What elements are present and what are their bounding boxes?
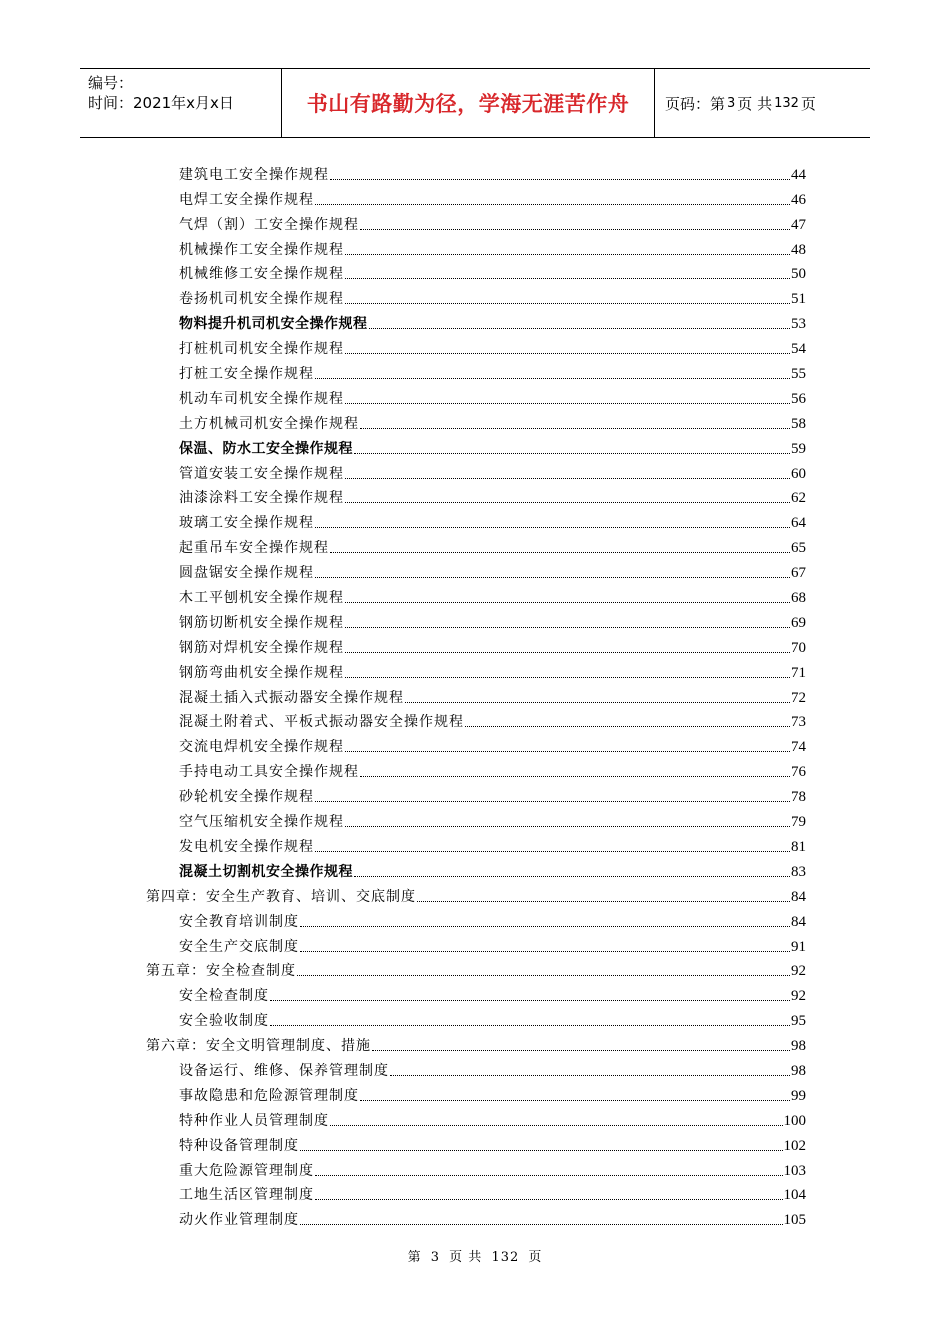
toc-entry-page: 59 [791, 440, 806, 457]
toc-entry-page: 78 [791, 789, 806, 806]
toc-dot-leader [345, 652, 790, 653]
footer-current-page: 3 [430, 1250, 441, 1265]
toc-entry-page: 56 [791, 390, 806, 407]
header-motto-cell [281, 69, 655, 137]
footer-total-pages: 132 [491, 1250, 520, 1265]
toc-entry-title: 油漆涂料工安全操作规程 [179, 490, 344, 507]
toc-entry[interactable] [146, 283, 806, 308]
page-footer [0, 1246, 950, 1265]
toc-entry-title: 混凝土附着式、平板式振动器安全操作规程 [179, 714, 464, 731]
header-motto: 书山有路勤为径，学海无涯苦作舟 [306, 92, 630, 116]
toc-entry-title: 玻璃工安全操作规程 [179, 515, 314, 532]
toc-entry-page: 102 [783, 1137, 806, 1154]
toc-dot-leader [330, 552, 790, 553]
footer-prefix: 第 [407, 1250, 422, 1265]
toc-dot-leader [345, 254, 790, 255]
toc-entry[interactable] [146, 731, 806, 756]
toc-dot-leader [315, 204, 790, 205]
toc-entry-title: 物料提升机司机安全操作规程 [179, 316, 368, 333]
toc-entry[interactable] [146, 1204, 806, 1229]
toc-entry-title: 打桩工安全操作规程 [179, 366, 314, 383]
toc-entry-title: 圆盘锯安全操作规程 [179, 565, 314, 582]
toc-dot-leader [315, 378, 790, 379]
toc-entry[interactable] [146, 1105, 806, 1130]
toc-dot-leader [345, 278, 790, 279]
toc-dot-leader [300, 951, 790, 952]
toc-entry[interactable] [146, 557, 806, 582]
footer-suffix: 页 [528, 1250, 543, 1265]
toc-entry-title: 钢筋对焊机安全操作规程 [179, 639, 344, 656]
toc-entry-title: 建筑电工安全操作规程 [179, 166, 329, 183]
toc-entry-title: 土方机械司机安全操作规程 [179, 415, 359, 432]
toc-dot-leader [372, 1050, 790, 1051]
toc-entry-title: 保温、防水工安全操作规程 [179, 440, 353, 457]
toc-dot-leader [360, 229, 790, 230]
toc-entry-page: 47 [791, 216, 806, 233]
toc-entry-page: 50 [791, 266, 806, 283]
toc-entry[interactable] [146, 781, 806, 806]
toc-entry-title: 混凝土切割机安全操作规程 [179, 863, 353, 880]
toc-dot-leader [417, 901, 790, 902]
toc-dot-leader [360, 776, 790, 777]
toc-dot-leader [345, 303, 790, 304]
page-header [80, 68, 870, 138]
toc-entry[interactable] [146, 881, 806, 906]
toc-dot-leader [315, 577, 790, 578]
toc-entry[interactable] [146, 657, 806, 682]
toc-entry-title: 安全验收制度 [179, 1013, 269, 1030]
toc-dot-leader [315, 527, 790, 528]
toc-entry-title: 安全生产交底制度 [179, 938, 299, 955]
toc-dot-leader [270, 1000, 790, 1001]
toc-entry-title: 设备运行、维修、保养管理制度 [179, 1062, 389, 1079]
toc-dot-leader [315, 801, 790, 802]
toc-dot-leader [315, 851, 790, 852]
toc-entry-title: 特种设备管理制度 [179, 1137, 299, 1154]
toc-entry-title: 打桩机司机安全操作规程 [179, 341, 344, 358]
toc-entry-page: 53 [791, 316, 806, 333]
toc-entry-page: 64 [791, 515, 806, 532]
toc-entry-page: 92 [791, 963, 806, 980]
toc-dot-leader [345, 403, 790, 404]
toc-entry-page: 71 [791, 664, 806, 681]
toc-entry-page: 69 [791, 614, 806, 631]
toc-entry[interactable] [146, 682, 806, 707]
toc-entry-title: 第四章：安全生产教育、培训、交底制度 [146, 888, 416, 905]
toc-entry-title: 气焊（割）工安全操作规程 [179, 216, 359, 233]
toc-entry-title: 手持电动工具安全操作规程 [179, 764, 359, 781]
toc-entry[interactable] [146, 856, 806, 881]
toc-entry-title: 砂轮机安全操作规程 [179, 789, 314, 806]
toc-entry-title: 安全检查制度 [179, 988, 269, 1005]
toc-entry-title: 特种作业人员管理制度 [179, 1112, 329, 1129]
toc-dot-leader [345, 677, 790, 678]
toc-entry-page: 68 [791, 590, 806, 607]
toc-entry-page: 51 [791, 291, 806, 308]
toc-entry-page: 79 [791, 814, 806, 831]
toc-entry-title: 钢筋切断机安全操作规程 [179, 614, 344, 631]
toc-entry[interactable] [146, 980, 806, 1005]
toc-entry-page: 76 [791, 764, 806, 781]
toc-entry-title: 起重吊车安全操作规程 [179, 540, 329, 557]
toc-dot-leader [270, 1025, 790, 1026]
toc-entry-page: 54 [791, 341, 806, 358]
toc-entry[interactable] [146, 259, 806, 284]
toc-entry[interactable] [146, 333, 806, 358]
toc-entry-title: 机械维修工安全操作规程 [179, 266, 344, 283]
toc-entry[interactable] [146, 433, 806, 458]
toc-entry[interactable] [146, 408, 806, 433]
toc-entry-page: 98 [791, 1062, 806, 1079]
toc-dot-leader [465, 726, 790, 727]
toc-dot-leader [354, 453, 790, 454]
toc-entry-title: 重大危险源管理制度 [179, 1162, 314, 1179]
toc-entry[interactable] [146, 184, 806, 209]
table-of-contents [146, 159, 806, 1229]
toc-entry-page: 92 [791, 988, 806, 1005]
toc-entry-page: 70 [791, 639, 806, 656]
toc-dot-leader [300, 1224, 783, 1225]
toc-entry-title: 发电机安全操作规程 [179, 838, 314, 855]
toc-entry[interactable] [146, 308, 806, 333]
toc-entry-page: 55 [791, 366, 806, 383]
toc-entry[interactable] [146, 931, 806, 956]
toc-entry-page: 65 [791, 540, 806, 557]
toc-entry-page: 98 [791, 1038, 806, 1055]
toc-entry-page: 62 [791, 490, 806, 507]
footer-mid: 页 共 [449, 1250, 483, 1265]
toc-entry[interactable] [146, 209, 806, 234]
toc-entry-page: 46 [791, 191, 806, 208]
toc-entry-title: 钢筋弯曲机安全操作规程 [179, 664, 344, 681]
toc-entry-title: 安全教育培训制度 [179, 913, 299, 930]
toc-entry[interactable] [146, 1005, 806, 1030]
toc-entry[interactable] [146, 756, 806, 781]
toc-entry[interactable] [146, 707, 806, 732]
toc-entry[interactable] [146, 159, 806, 184]
toc-entry-page: 58 [791, 415, 806, 432]
toc-entry[interactable] [146, 383, 806, 408]
header-page-mid: 页 共 [737, 94, 773, 113]
toc-entry-title: 工地生活区管理制度 [179, 1187, 314, 1204]
toc-entry-title: 交流电焊机安全操作规程 [179, 739, 344, 756]
toc-dot-leader [297, 975, 790, 976]
toc-entry[interactable] [146, 632, 806, 657]
toc-dot-leader [345, 826, 790, 827]
header-page-prefix: 页码：第 [665, 94, 726, 113]
toc-entry[interactable] [146, 1030, 806, 1055]
toc-entry-title: 木工平刨机安全操作规程 [179, 590, 344, 607]
toc-entry[interactable] [146, 483, 806, 508]
toc-entry-title: 电焊工安全操作规程 [179, 191, 314, 208]
toc-entry[interactable] [146, 806, 806, 831]
toc-dot-leader [315, 1175, 783, 1176]
toc-dot-leader [300, 926, 790, 927]
toc-entry-page: 72 [791, 689, 806, 706]
toc-dot-leader [345, 502, 790, 503]
toc-entry-title: 卷扬机司机安全操作规程 [179, 291, 344, 308]
toc-entry[interactable] [146, 1130, 806, 1155]
toc-dot-leader [330, 1125, 783, 1126]
toc-entry[interactable] [146, 956, 806, 981]
toc-dot-leader [390, 1075, 790, 1076]
toc-entry-title: 机械操作工安全操作规程 [179, 241, 344, 258]
header-info [80, 69, 281, 137]
toc-entry-title: 混凝土插入式振动器安全操作规程 [179, 689, 404, 706]
toc-entry[interactable] [146, 234, 806, 259]
toc-entry[interactable] [146, 1180, 806, 1205]
toc-entry[interactable] [146, 607, 806, 632]
toc-dot-leader [315, 1199, 783, 1200]
toc-entry[interactable] [146, 1080, 806, 1105]
toc-entry[interactable] [146, 1055, 806, 1080]
toc-entry-page: 91 [791, 938, 806, 955]
toc-entry-page: 103 [783, 1162, 806, 1179]
header-page-total: 132 [774, 95, 799, 111]
toc-entry[interactable] [146, 582, 806, 607]
toc-entry-page: 67 [791, 565, 806, 582]
toc-entry[interactable] [146, 532, 806, 557]
toc-dot-leader [354, 876, 790, 877]
toc-entry-title: 管道安装工安全操作规程 [179, 465, 344, 482]
toc-entry-page: 60 [791, 465, 806, 482]
toc-entry-title: 机动车司机安全操作规程 [179, 390, 344, 407]
toc-entry-title: 第六章：安全文明管理制度、措施 [146, 1038, 371, 1055]
toc-dot-leader [300, 1150, 783, 1151]
toc-entry-page: 74 [791, 739, 806, 756]
toc-dot-leader [360, 428, 790, 429]
toc-entry-title: 事故隐患和危险源管理制度 [179, 1087, 359, 1104]
toc-entry[interactable] [146, 1155, 806, 1180]
toc-entry-page: 84 [791, 888, 806, 905]
toc-entry[interactable] [146, 458, 806, 483]
toc-dot-leader [345, 627, 790, 628]
header-page-suffix: 页 [800, 94, 816, 113]
toc-entry-title: 空气压缩机安全操作规程 [179, 814, 344, 831]
header-page-current: 3 [727, 95, 736, 111]
toc-entry[interactable] [146, 906, 806, 931]
toc-entry-page: 83 [791, 863, 806, 880]
toc-entry[interactable] [146, 831, 806, 856]
toc-entry[interactable] [146, 507, 806, 532]
toc-entry[interactable] [146, 358, 806, 383]
toc-entry-page: 48 [791, 241, 806, 258]
toc-dot-leader [345, 751, 790, 752]
doc-date: 时间：2021年x月x日 [88, 94, 234, 112]
toc-entry-page: 105 [783, 1212, 806, 1229]
toc-entry-page: 81 [791, 838, 806, 855]
toc-entry-page: 73 [791, 714, 806, 731]
toc-entry-page: 95 [791, 1013, 806, 1030]
toc-entry-page: 44 [791, 166, 806, 183]
toc-dot-leader [345, 602, 790, 603]
toc-dot-leader [369, 328, 791, 329]
toc-dot-leader [345, 478, 790, 479]
toc-dot-leader [405, 702, 790, 703]
toc-entry-page: 100 [783, 1112, 806, 1129]
toc-entry-page: 99 [791, 1087, 806, 1104]
toc-dot-leader [360, 1100, 790, 1101]
toc-dot-leader [330, 179, 790, 180]
header-page-info [655, 69, 870, 137]
toc-entry-page: 84 [791, 913, 806, 930]
toc-entry-page: 104 [783, 1187, 806, 1204]
doc-code-label: 编号： [88, 74, 134, 92]
toc-entry-title: 第五章：安全检查制度 [146, 963, 296, 980]
toc-entry-title: 动火作业管理制度 [179, 1212, 299, 1229]
toc-dot-leader [345, 353, 790, 354]
